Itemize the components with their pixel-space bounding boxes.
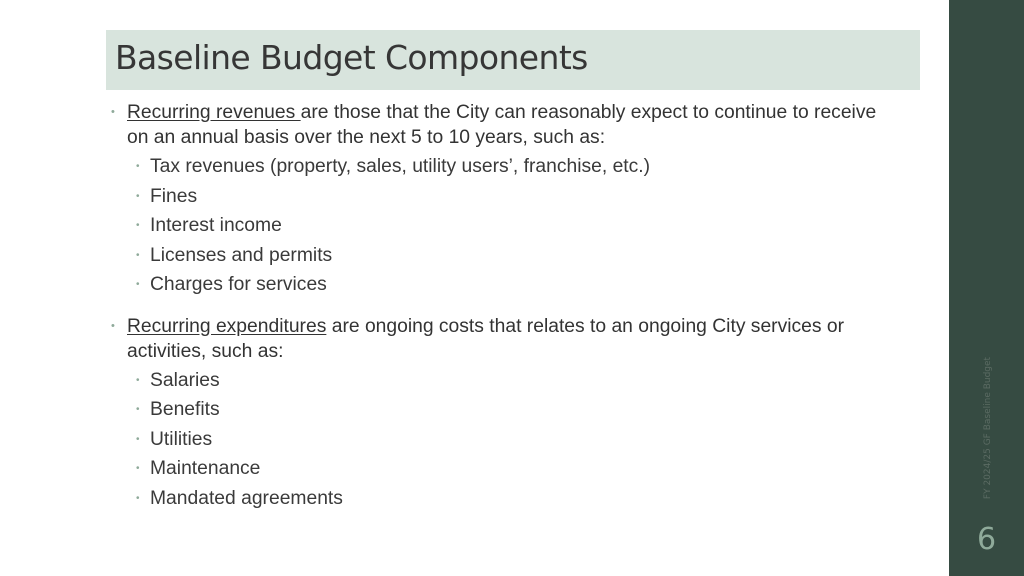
list-item-text: Utilities: [150, 428, 213, 450]
bullet-text: are ongoing costs that relates to an ongoing City services or activities, such as:: [127, 315, 845, 362]
term-recurring-revenues: Recurring revenues: [127, 102, 301, 123]
bullet-marker: •: [111, 106, 115, 118]
list-item: [133, 395, 890, 425]
revenue-examples-list: [127, 152, 890, 300]
sub-bullet-marker: •: [136, 161, 140, 172]
term-recurring-expenditures: Recurring expenditures: [127, 315, 327, 337]
list-item-text: Charges for services: [150, 274, 327, 295]
list-item: [133, 484, 890, 514]
sub-bullet-marker: •: [136, 404, 140, 415]
page-number: 6: [976, 522, 997, 557]
list-item: [133, 182, 890, 212]
list-item: [133, 454, 890, 484]
bullet-text: are those that the City can reasonably expect to continue to receive on an annual basis over the next 5 to 10 years, such as:: [127, 102, 877, 148]
footer-text: FY 2024/25 GF Baseline Budget: [983, 356, 993, 500]
list-item: [133, 366, 890, 396]
sub-bullet-marker: •: [136, 463, 140, 474]
bullet-recurring-expenditures: [110, 314, 890, 514]
list-item: [133, 425, 890, 455]
list-item-text: Interest income: [150, 215, 282, 236]
list-item: [133, 270, 890, 300]
list-item-text: Fines: [150, 185, 198, 207]
list-item-text: Salaries: [150, 369, 220, 391]
list-item-text: Licenses and permits: [150, 244, 333, 266]
title-band: [106, 30, 920, 90]
slide-title: Baseline Budget Components: [115, 38, 588, 77]
sub-bullet-marker: •: [136, 220, 140, 231]
bullet-recurring-revenues: [110, 100, 890, 300]
list-item-text: Tax revenues (property, sales, utility users’, franchise, etc.): [150, 156, 651, 177]
sub-bullet-marker: •: [136, 190, 140, 202]
list-item-text: Benefits: [150, 399, 220, 420]
sub-bullet-marker: •: [136, 249, 140, 261]
list-item: [133, 152, 890, 182]
list-item: [133, 241, 890, 271]
sub-bullet-marker: •: [136, 279, 140, 290]
list-item: [133, 211, 890, 241]
sub-bullet-marker: •: [136, 374, 140, 386]
expenditure-examples-list: [127, 366, 890, 514]
bullet-marker: •: [111, 319, 115, 332]
sub-bullet-marker: •: [136, 433, 140, 445]
list-item-text: Mandated agreements: [150, 487, 343, 509]
list-item-text: Maintenance: [150, 458, 261, 479]
sub-bullet-marker: •: [136, 492, 140, 504]
slide-body: [110, 100, 890, 513]
